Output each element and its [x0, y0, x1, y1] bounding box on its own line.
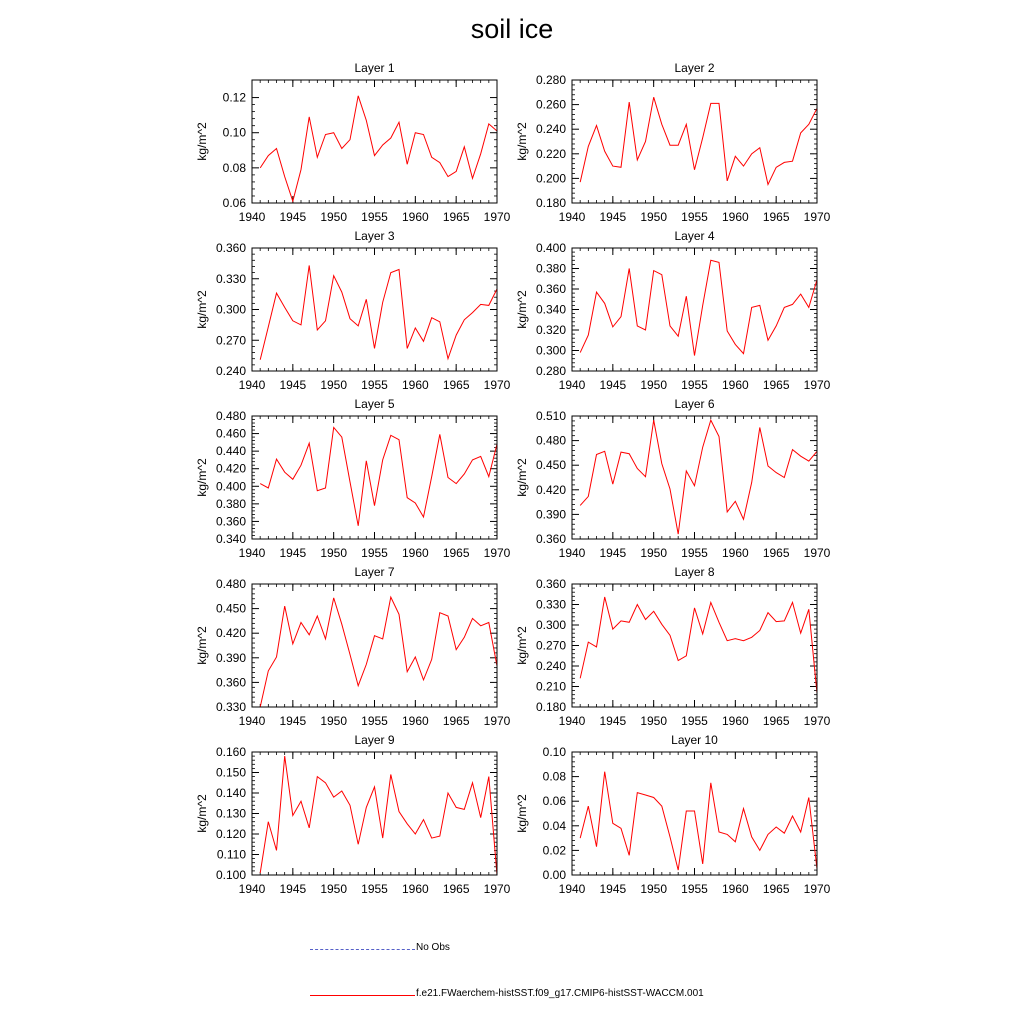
panel-9	[195, 733, 511, 896]
y-tick-label: 0.00	[542, 868, 566, 882]
panel-title: Layer 1	[354, 61, 395, 75]
x-tick-label: 1940	[558, 378, 586, 392]
y-tick-label: 0.320	[535, 323, 566, 337]
x-tick-label: 1965	[442, 714, 470, 728]
y-tick-label: 0.360	[535, 532, 566, 546]
y-tick-label: 0.480	[215, 577, 246, 591]
y-axis-label: kg/m^2	[515, 458, 529, 497]
panel-title: Layer 8	[674, 565, 715, 579]
y-tick-label: 0.400	[215, 479, 246, 494]
plot-frame	[572, 416, 817, 539]
x-tick-label: 1945	[599, 714, 627, 728]
y-tick-label: 0.380	[215, 496, 246, 511]
x-tick-label: 1955	[361, 546, 388, 560]
y-tick-label: 0.480	[215, 409, 246, 423]
plot-frame	[252, 584, 497, 707]
y-tick-label: 0.340	[215, 532, 246, 546]
panel-10	[515, 733, 831, 896]
x-tick-label: 1960	[721, 546, 749, 560]
panel-title: Layer 5	[354, 397, 395, 411]
x-tick-label: 1940	[558, 546, 586, 560]
x-tick-label: 1970	[803, 714, 831, 728]
x-tick-label: 1960	[401, 210, 429, 224]
y-tick-label: 0.360	[535, 577, 566, 591]
plot-frame	[572, 80, 817, 203]
y-tick-label: 0.100	[215, 868, 246, 882]
x-tick-label: 1970	[483, 714, 511, 728]
x-tick-label: 1945	[279, 378, 307, 392]
y-axis-label: kg/m^2	[195, 626, 209, 665]
x-tick-label: 1950	[640, 882, 668, 896]
x-tick-label: 1960	[401, 378, 429, 392]
x-tick-label: 1940	[238, 546, 266, 560]
x-tick-label: 1970	[803, 882, 831, 896]
y-tick-label: 0.420	[535, 482, 566, 497]
y-tick-label: 0.400	[535, 241, 566, 255]
x-tick-label: 1970	[483, 546, 511, 560]
x-tick-label: 1940	[558, 882, 586, 896]
y-tick-label: 0.220	[535, 146, 566, 161]
panel-title: Layer 2	[674, 61, 715, 75]
x-tick-label: 1965	[442, 378, 470, 392]
y-tick-label: 0.280	[535, 364, 566, 378]
x-tick-label: 1950	[640, 210, 668, 224]
y-tick-label: 0.08	[222, 160, 246, 175]
y-tick-label: 0.270	[535, 638, 566, 653]
x-tick-label: 1945	[279, 210, 307, 224]
y-tick-label: 0.12	[222, 90, 246, 105]
x-tick-label: 1960	[721, 378, 749, 392]
x-tick-label: 1970	[803, 378, 831, 392]
y-tick-label: 0.200	[535, 171, 566, 186]
series-line	[580, 772, 817, 870]
panel-title: Layer 6	[674, 397, 715, 411]
x-tick-label: 1970	[483, 378, 511, 392]
y-tick-label: 0.08	[542, 769, 566, 784]
series-line	[580, 597, 817, 693]
y-axis-label: kg/m^2	[195, 290, 209, 329]
y-tick-label: 0.240	[535, 122, 566, 137]
y-axis-label: kg/m^2	[515, 122, 529, 161]
x-tick-label: 1950	[640, 546, 668, 560]
x-tick-label: 1960	[721, 210, 749, 224]
y-tick-label: 0.130	[215, 806, 246, 821]
y-tick-label: 0.340	[535, 302, 566, 317]
x-tick-label: 1955	[361, 882, 388, 896]
x-tick-label: 1950	[320, 378, 348, 392]
series-line	[260, 427, 497, 525]
y-tick-label: 0.360	[215, 675, 246, 690]
x-tick-label: 1945	[279, 546, 307, 560]
x-tick-label: 1955	[681, 882, 708, 896]
x-tick-label: 1955	[361, 210, 388, 224]
y-tick-label: 0.10	[542, 745, 566, 759]
x-tick-label: 1965	[762, 546, 790, 560]
y-tick-label: 0.330	[215, 271, 246, 286]
y-tick-label: 0.420	[215, 461, 246, 476]
y-tick-label: 0.06	[222, 196, 246, 210]
x-tick-label: 1945	[599, 546, 627, 560]
y-axis-label: kg/m^2	[515, 794, 529, 833]
y-tick-label: 0.280	[535, 73, 566, 87]
y-tick-label: 0.510	[535, 409, 566, 423]
panel-2	[515, 61, 831, 224]
x-tick-label: 1970	[483, 210, 511, 224]
legend-dashed-line	[310, 949, 415, 950]
y-tick-label: 0.330	[535, 597, 566, 612]
x-tick-label: 1965	[442, 546, 470, 560]
y-tick-label: 0.110	[216, 847, 246, 862]
x-tick-label: 1955	[681, 714, 708, 728]
y-tick-label: 0.150	[215, 765, 246, 780]
x-tick-label: 1940	[238, 882, 266, 896]
series-line	[580, 260, 817, 355]
y-tick-label: 0.300	[215, 302, 246, 317]
x-tick-label: 1940	[238, 714, 266, 728]
y-tick-label: 0.180	[535, 700, 566, 714]
y-tick-label: 0.180	[535, 196, 566, 210]
x-tick-label: 1965	[762, 378, 790, 392]
x-tick-label: 1965	[762, 882, 790, 896]
x-tick-label: 1965	[442, 210, 470, 224]
y-tick-label: 0.360	[215, 514, 246, 529]
y-tick-label: 0.10	[222, 125, 246, 140]
x-tick-label: 1965	[442, 882, 470, 896]
x-tick-label: 1970	[803, 210, 831, 224]
y-tick-label: 0.450	[215, 601, 246, 616]
y-tick-label: 0.120	[215, 827, 246, 841]
series-line	[580, 97, 817, 184]
series-line	[260, 265, 497, 359]
y-tick-label: 0.360	[535, 282, 566, 296]
x-tick-label: 1950	[320, 714, 348, 728]
y-tick-label: 0.330	[215, 700, 246, 714]
panel-5	[195, 397, 511, 560]
series-line	[260, 96, 497, 201]
y-axis-label: kg/m^2	[195, 794, 209, 833]
y-tick-label: 0.460	[215, 426, 246, 441]
y-tick-label: 0.06	[542, 794, 566, 809]
series-line	[580, 420, 817, 534]
x-tick-label: 1945	[599, 378, 627, 392]
y-tick-label: 0.04	[542, 818, 566, 833]
legend-solid-line	[310, 995, 415, 996]
plot-frame	[572, 584, 817, 707]
y-tick-label: 0.240	[535, 659, 566, 673]
y-tick-label: 0.300	[535, 618, 566, 632]
x-tick-label: 1940	[558, 210, 586, 224]
x-tick-label: 1965	[762, 714, 790, 728]
x-tick-label: 1940	[238, 210, 266, 224]
y-tick-label: 0.02	[542, 843, 566, 858]
x-tick-label: 1955	[681, 546, 708, 560]
x-tick-label: 1955	[361, 378, 388, 392]
x-tick-label: 1960	[401, 882, 429, 896]
y-axis-label: kg/m^2	[515, 626, 529, 665]
y-tick-label: 0.390	[535, 507, 566, 522]
y-axis-label: kg/m^2	[515, 290, 529, 329]
series-line	[260, 756, 497, 875]
x-tick-label: 1965	[762, 210, 790, 224]
series-line	[260, 597, 497, 707]
x-tick-label: 1950	[320, 210, 348, 224]
x-tick-label: 1955	[361, 714, 388, 728]
x-tick-label: 1960	[401, 714, 429, 728]
y-tick-label: 0.440	[215, 444, 246, 459]
y-tick-label: 0.140	[215, 786, 246, 800]
y-tick-label: 0.260	[535, 97, 566, 112]
y-tick-label: 0.270	[215, 333, 246, 348]
x-tick-label: 1960	[721, 882, 749, 896]
x-tick-label: 1960	[721, 714, 749, 728]
y-tick-label: 0.450	[535, 458, 566, 473]
y-tick-label: 0.240	[215, 364, 246, 378]
panel-title: Layer 7	[354, 565, 395, 579]
x-tick-label: 1950	[640, 714, 668, 728]
panel-title: Layer 9	[354, 733, 395, 747]
x-tick-label: 1960	[401, 546, 429, 560]
legend-label: No Obs	[416, 942, 450, 953]
plot-frame	[252, 248, 497, 371]
y-axis-label: kg/m^2	[195, 122, 209, 161]
x-tick-label: 1945	[599, 210, 627, 224]
panel-6	[515, 397, 831, 560]
x-tick-label: 1955	[681, 378, 708, 392]
figure-title: soil ice	[470, 14, 554, 44]
x-tick-label: 1940	[558, 714, 586, 728]
x-tick-label: 1940	[238, 378, 266, 392]
panel-title: Layer 3	[354, 229, 395, 243]
x-tick-label: 1970	[483, 882, 511, 896]
panel-4	[515, 229, 831, 392]
x-tick-label: 1945	[279, 882, 307, 896]
y-axis-label: kg/m^2	[195, 458, 209, 497]
panel-3	[195, 229, 511, 392]
panel-title: Layer 10	[671, 733, 718, 747]
plot-frame	[252, 80, 497, 203]
y-tick-label: 0.360	[215, 241, 246, 255]
panel-1	[195, 61, 511, 224]
y-tick-label: 0.380	[535, 261, 566, 276]
x-tick-label: 1945	[599, 882, 627, 896]
plot-frame	[252, 752, 497, 875]
x-tick-label: 1950	[640, 378, 668, 392]
x-tick-label: 1950	[320, 882, 348, 896]
x-tick-label: 1950	[320, 546, 348, 560]
x-tick-label: 1955	[681, 210, 708, 224]
panel-title: Layer 4	[674, 229, 715, 243]
x-tick-label: 1945	[279, 714, 307, 728]
y-tick-label: 0.300	[535, 343, 566, 358]
panel-7	[195, 565, 511, 728]
x-tick-label: 1970	[803, 546, 831, 560]
y-tick-label: 0.210	[535, 679, 566, 694]
plot-frame	[252, 416, 497, 539]
y-tick-label: 0.480	[535, 433, 566, 448]
panel-8	[515, 565, 831, 728]
y-tick-label: 0.420	[215, 626, 246, 641]
y-tick-label: 0.390	[215, 650, 246, 665]
legend-label: f.e21.FWaerchem-histSST.f09_g17.CMIP6-histSST-WACCM.001	[416, 988, 704, 999]
y-tick-label: 0.160	[215, 745, 246, 759]
